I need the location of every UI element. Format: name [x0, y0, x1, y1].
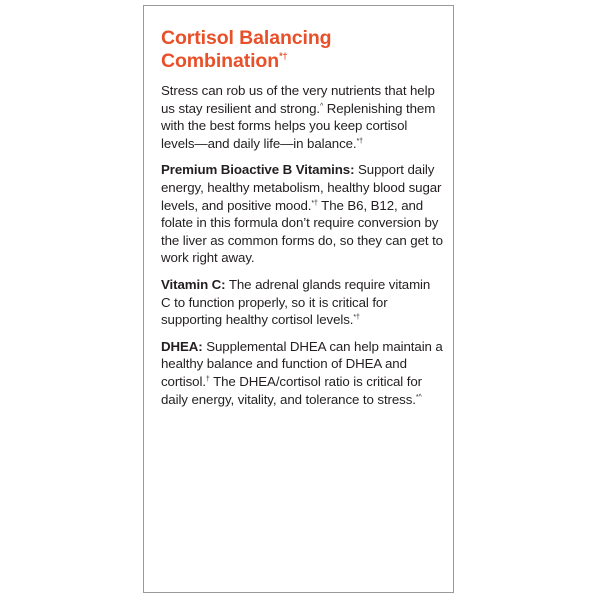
intro-footnote-mark-1: ^ [319, 102, 324, 110]
panel-content [161, 27, 443, 417]
dhea-text-2: The DHEA/cortisol ratio is critical for daily energy, vitality, and tolerance to stress. [161, 373, 422, 407]
intro-paragraph [161, 82, 443, 152]
intro-footnote-mark-2: *† [356, 137, 363, 145]
vitamin-c-heading: Vitamin C: [161, 276, 226, 292]
dhea-text-1: Supplemental DHEA can help maintain a healthy balance and function of DHEA and cortisol. [161, 338, 443, 389]
vitamin-c-footnote-mark: *† [353, 314, 360, 322]
dhea-footnote-mark-1: † [205, 375, 210, 383]
b-vitamins-text-2: The B6, B12, and folate in this formula don’t require conversion by the liver as common forms do, so they can get to work right away. [161, 197, 443, 266]
b-vitamins-paragraph [161, 161, 443, 267]
vitamin-c-text: The adrenal glands require vitamin C to function properly, so it is critical for supporting healthy cortisol levels. [161, 276, 431, 328]
dhea-footnote-mark-2: *^ [415, 393, 422, 401]
b-vitamins-heading: Premium Bioactive B Vitamins: [161, 162, 355, 178]
b-vitamins-footnote-mark: *† [311, 199, 318, 207]
b-vitamins-text-1: Support daily energy, healthy metabolism, healthy blood sugar levels, and positive mood. [161, 162, 442, 213]
product-info-panel [143, 5, 454, 593]
dhea-paragraph [161, 338, 443, 408]
dhea-heading: DHEA: [161, 338, 203, 354]
intro-text-1: Stress can rob us of the very nutrients that help us stay resilient and strong. [161, 83, 435, 116]
vitamin-c-paragraph [161, 276, 443, 329]
title-text: Cortisol Balancing Combination [161, 27, 332, 72]
intro-text-2: Replenishing them with the best forms helps you keep cortisol levels—and daily life—in balance. [161, 100, 436, 151]
panel-title [161, 27, 443, 73]
title-footnote-mark: *† [279, 51, 288, 61]
